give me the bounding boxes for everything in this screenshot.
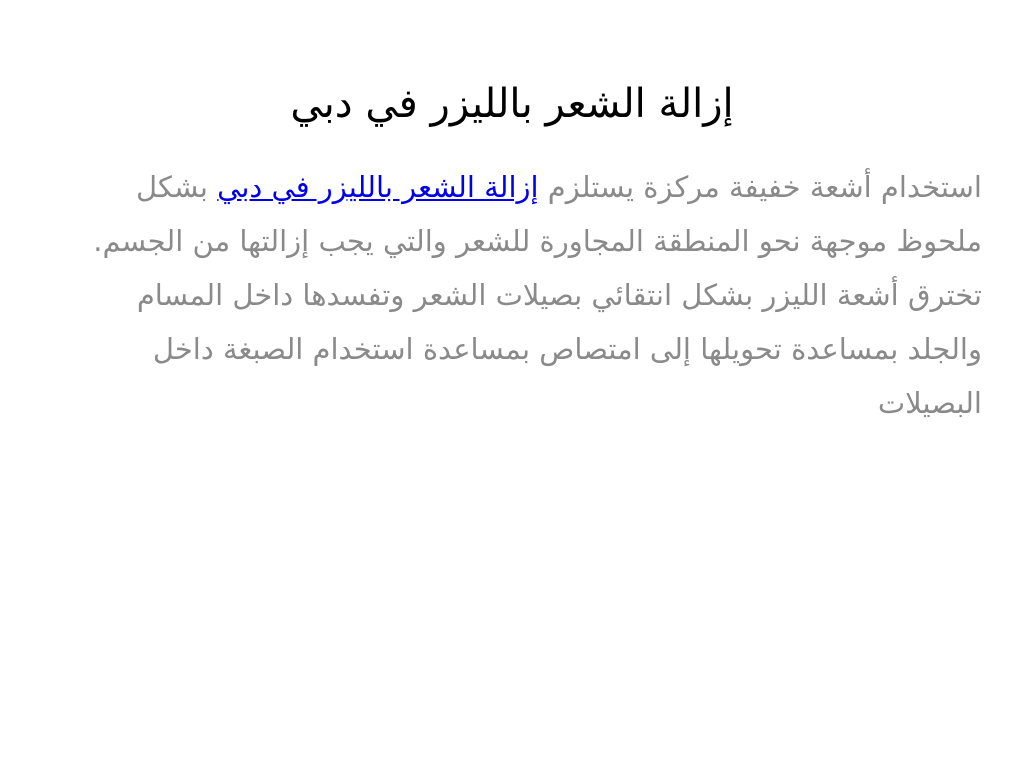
slide-body-paragraph	[70, 160, 982, 430]
slide-title: إزالة الشعر بالليزر في دبي	[290, 81, 734, 127]
body-rest-text: بشكل ملحوظ موجهة نحو المنطقة المجاورة للشعر والتي يجب إزالتها من الجسم. تخترق أشعة الليزر بشكل انتقائي بصيلات الشعر وتفسدها داخل المسام والجلد بمساعدة تحويلها إلى امتصاص بمساعدة استخدام الصبغة داخل البصيلات	[93, 170, 982, 420]
laser-hair-removal-link[interactable]: إزالة الشعر بالليزر في دبي	[217, 170, 539, 204]
body-intro-text: استخدام أشعة خفيفة مركزة يستلزم	[538, 170, 982, 204]
